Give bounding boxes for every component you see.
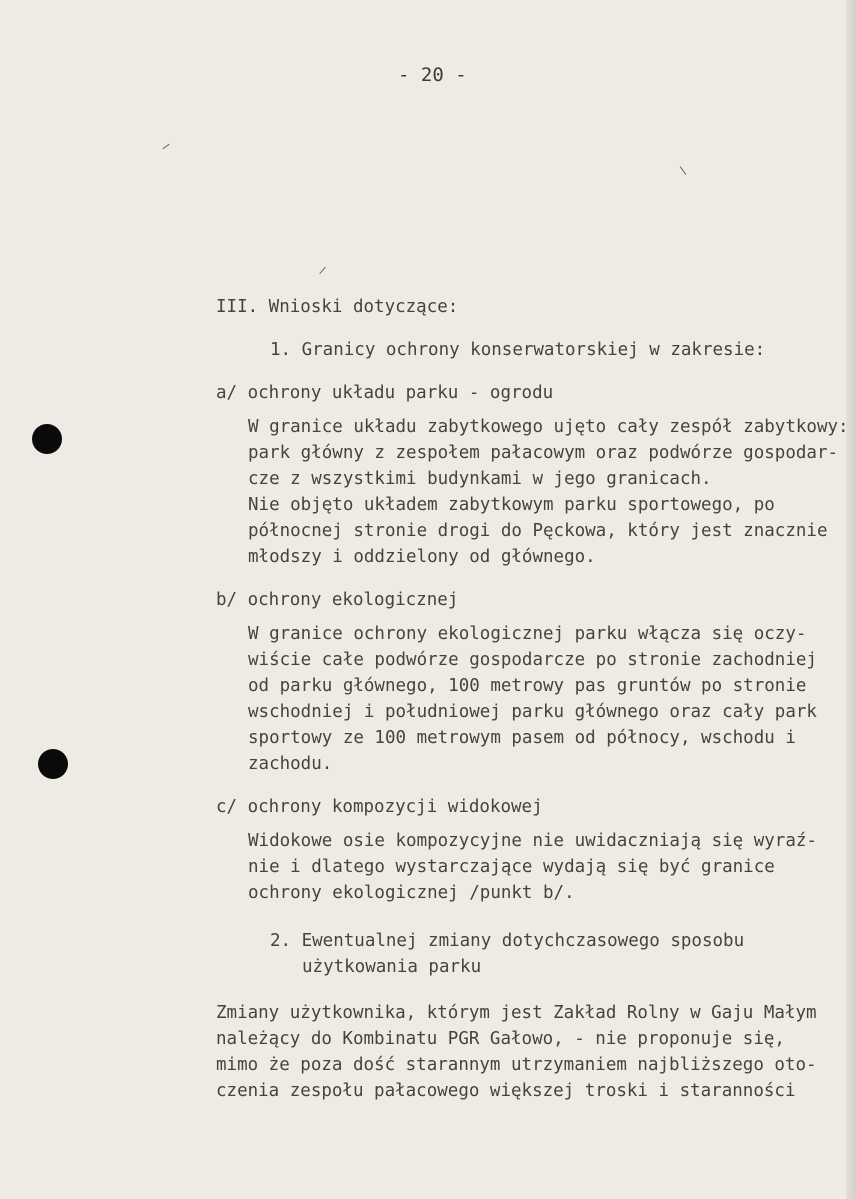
item2-paragraph-line: czenia zespołu pałacowego większej troski i staranności [216,1081,796,1101]
subitem-b-line: wschodniej i południowej parku głównego oraz cały park [248,702,817,722]
subitem-b-line: od parku głównego, 100 metrowy pas gruntów po stronie [248,676,807,696]
subitem-c-line: nie i dlatego wystarczające wydają się być granice [248,857,775,877]
subitem-c-line: Widokowe osie kompozycyjne nie uwidaczniają się wyraź- [248,831,817,851]
subitem-a-line: północnej stronie drogi do Pęckowa, który jest znacznie [248,521,828,541]
item2-heading: użytkowania parku [302,957,482,977]
subitem-c-label: c/ ochrony kompozycji widokowej [216,797,543,817]
subitem-b-label: b/ ochrony ekologicznej [216,590,459,610]
subitem-a-line: cze z wszystkimi budynkami w jego granicach. [248,469,712,489]
subitem-a-line: młodszy i oddzielony od głównego. [248,547,596,567]
item2-paragraph-line: Zmiany użytkownika, którym jest Zakład Rolny w Gaju Małym [216,1003,817,1023]
subitem-b-line: zachodu. [248,754,333,774]
subitem-a-line: W granice układu zabytkowego ujęto cały zespół zabytkowy: [248,417,849,437]
subitem-b-line: sportowy ze 100 metrowym pasem od północy, wschodu i [248,728,796,748]
item2-paragraph-line: należący do Kombinatu PGR Gałowo, - nie proponuje się, [216,1029,785,1049]
item2-heading: 2. Ewentualnej zmiany dotychczasowego sposobu [270,931,745,951]
punch-hole [38,749,68,779]
subitem-b-line: wiście całe podwórze gospodarcze po stronie zachodniej [248,650,817,670]
item1-heading: 1. Granicy ochrony konserwatorskiej w zakresie: [270,340,766,360]
page-edge-shadow [846,0,856,1199]
punch-hole [32,424,62,454]
subitem-a-line: park główny z zespołem pałacowym oraz podwórze gospodar- [248,443,839,463]
section-heading: III. Wnioski dotyczące: [216,297,459,317]
page-number: - 20 - [398,64,467,86]
subitem-a-label: a/ ochrony układu parku - ogrodu [216,383,554,403]
subitem-c-line: ochrony ekologicznej /punkt b/. [248,883,575,903]
item2-paragraph-line: mimo że poza dość starannym utrzymaniem najbliższego oto- [216,1055,817,1075]
subitem-a-line: Nie objęto układem zabytkowym parku sportowego, po [248,495,775,515]
subitem-b-line: W granice ochrony ekologicznej parku włącza się oczy- [248,624,807,644]
